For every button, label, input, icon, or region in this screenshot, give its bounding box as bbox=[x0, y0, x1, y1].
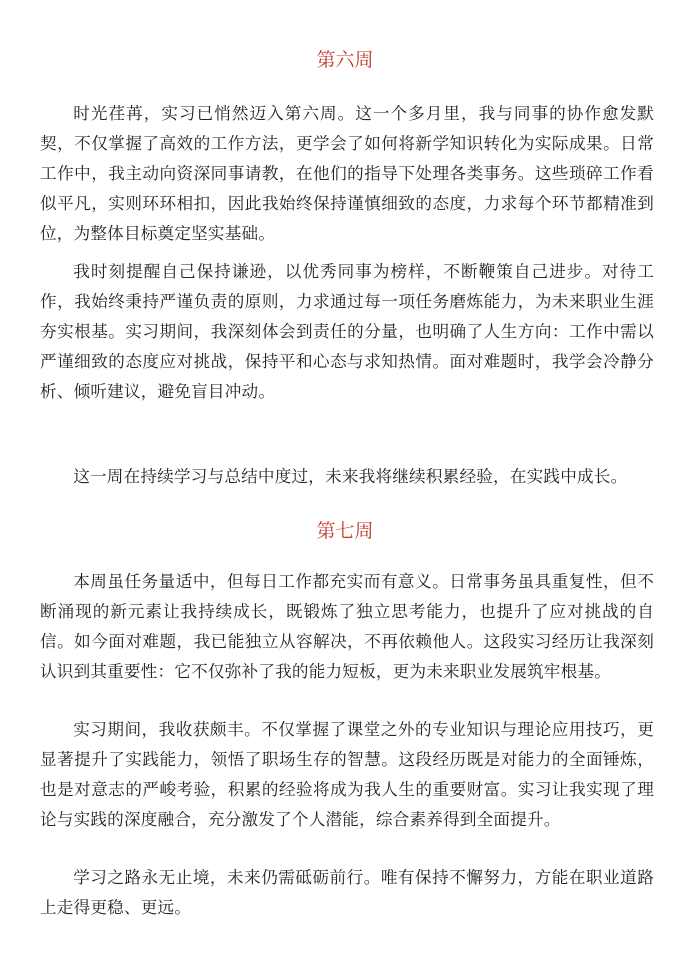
paragraph-week-6-1: 时光荏苒，实习已悄然迈入第六周。这一个多月里，我与同事的协作愈发默契，不仅掌握了高效的工作方法，更学会了如何将新学知识转化为实际成果。日常工作中，我主动向资深同事请教，在他们的指导下处理各类事务。这些琐碎工作看似平凡，实则环环相扣，因此我始终保持谨慎细致的态度，力求每个环节都精准到位，为整体目标奠定坚实基础。 bbox=[40, 104, 654, 243]
section-title-week-6: 第六周 bbox=[316, 49, 374, 71]
paragraph-week-6-2: 我时刻提醒自己保持谦逊，以优秀同事为榜样，不断鞭策自己进步。对待工作，我始终秉持严谨负责的原则，力求通过每一项任务磨炼能力，为未来职业生涯夯实根基。实习期间，我深刻体会到责任的分量，也明确了人生方向：工作中需以严谨细致的态度应对挑战，保持平和心态与求知热情。面对难题时，我学会冷静分析、倾听建议，避免盲目冲动。 bbox=[40, 262, 654, 401]
paragraph-week-7-1: 本周虽任务量适中，但每日工作都充实而有意义。日常事务虽具重复性，但不断涌现的新元素让我持续成长，既锻炼了独立思考能力，也提升了应对挑战的自信。如今面对难题，我已能独立从容解决，不再依赖他人。这段实习经历让我深刻认识到其重要性：它不仅弥补了我的能力短板，更为未来职业发展筑牢根基。 bbox=[40, 572, 654, 681]
paragraph-week-7-2: 实习期间，我收获颇丰。不仅掌握了课堂之外的专业知识与理论应用技巧，更显著提升了实践能力，领悟了职场生存的智慧。这段经历既是对能力的全面锤炼，也是对意志的严峻考验，积累的经验将成为我人生的重要财富。实习让我实现了理论与实践的深度融合，充分激发了个人潜能，综合素养得到全面提升。 bbox=[40, 720, 654, 829]
paragraph-week-7-3: 学习之路永无止境，未来仍需砥砺前行。唯有保持不懈努力，方能在职业道路上走得更稳、更远。 bbox=[40, 868, 654, 917]
section-title-week-7: 第七周 bbox=[316, 520, 374, 542]
paragraph-week-6-3: 这一周在持续学习与总结中度过，未来我将继续积累经验，在实践中成长。 bbox=[73, 467, 628, 486]
